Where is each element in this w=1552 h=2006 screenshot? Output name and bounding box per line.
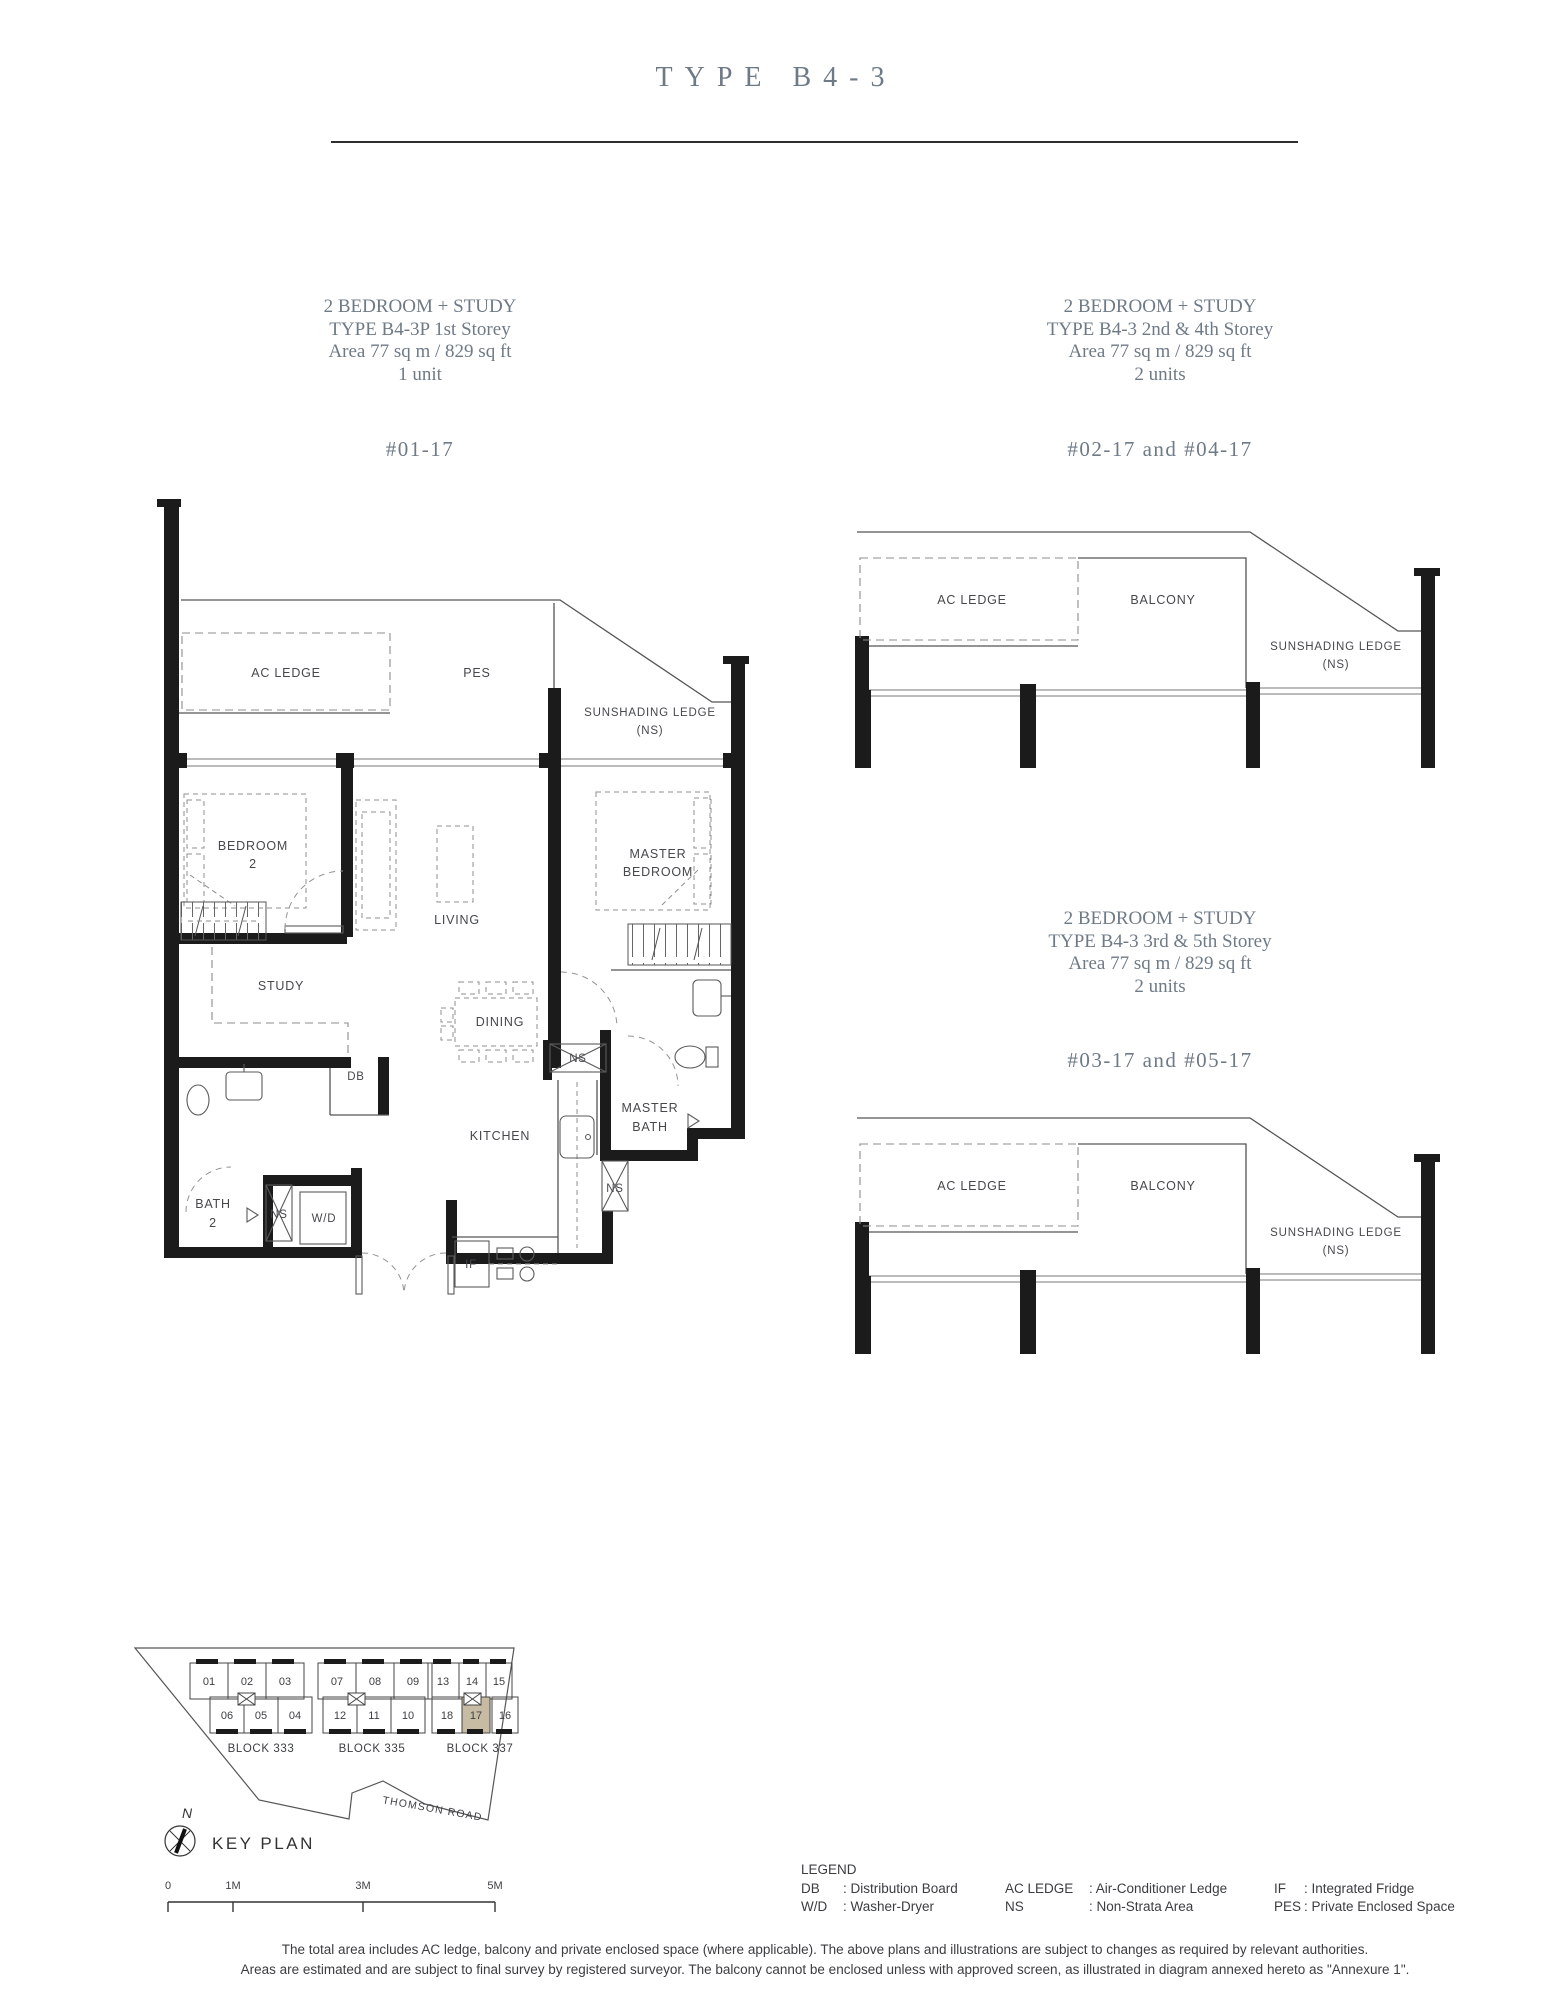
keyplan-unit: 12	[333, 1710, 347, 1722]
label-sunshading: SUNSHADING LEDGE	[584, 707, 716, 719]
label-bath2-2: 2	[209, 1216, 217, 1230]
label-ns-dining: NS	[569, 1053, 587, 1065]
label-sunshading-ns-2: (NS)	[1322, 659, 1350, 671]
label-sunshading-3: SUNSHADING LEDGE	[1270, 1227, 1402, 1239]
label-bedroom2-num: 2	[249, 857, 257, 871]
label-living: LIVING	[434, 913, 480, 927]
scale-tick-5m: 5M	[487, 1880, 503, 1892]
keyplan-label: KEY PLAN	[212, 1834, 315, 1853]
unit-type: 2 BEDROOM + STUDY	[323, 296, 517, 317]
label-master-bedroom: BEDROOM	[622, 865, 694, 879]
label-balcony-2: BALCONY	[1130, 593, 1196, 607]
keyplan-unit: 06	[220, 1710, 234, 1722]
unit-numbers-2: #02-17 and #04-17	[1067, 437, 1253, 461]
label-master-bath-2: BATH	[632, 1120, 668, 1134]
legend-desc: : Integrated Fridge	[1304, 1880, 1415, 1896]
label-dining: DINING	[475, 1015, 525, 1029]
scale-tick-1m: 1M	[225, 1880, 241, 1892]
keyplan-unit: 11	[368, 1710, 380, 1722]
legend-desc: : Non-Strata Area	[1089, 1899, 1194, 1914]
disclaimer-line-2: Areas are estimated and are subject to final survey by registered surveyor. The balcony cannot be enclosed unless with approved screen, as illustrated in diagram annexed hereto as "Annexure 1".	[240, 1961, 1410, 1977]
label-balcony-3: BALCONY	[1130, 1179, 1196, 1193]
keyplan-unit: 04	[288, 1710, 302, 1722]
label-sunshading-ns: (NS)	[636, 725, 664, 737]
legend-abbr: IF	[1274, 1880, 1286, 1896]
scale-tick-3m: 3M	[355, 1880, 371, 1892]
label-ns-kitchen: NS	[606, 1183, 624, 1195]
label-bedroom2: BEDROOM	[217, 839, 289, 853]
label-kitchen: KITCHEN	[469, 1129, 531, 1143]
label-if: IF	[465, 1259, 477, 1271]
walls	[157, 499, 749, 1264]
scale-tick-0: 0	[164, 1880, 172, 1892]
label-db: DB	[347, 1071, 365, 1083]
label-master-bath-1: MASTER	[621, 1101, 679, 1115]
legend-desc: : Private Enclosed Space	[1304, 1899, 1455, 1914]
legend-abbr: PES	[1274, 1899, 1302, 1914]
unit-count: 1 unit	[398, 363, 442, 385]
keyplan-unit: 16	[498, 1710, 512, 1722]
legend-column-2	[1005, 1880, 1265, 1917]
keyplan-unit: 13	[436, 1676, 450, 1688]
legend-abbr: DB	[801, 1880, 820, 1896]
unit-storey: TYPE B4-3P 1st Storey	[329, 318, 511, 340]
keyplan-unit: 08	[368, 1676, 382, 1688]
bedroom2-furniture	[181, 794, 306, 940]
keyplan-unit: 07	[330, 1676, 344, 1688]
label-ac-ledge: AC LEDGE	[251, 666, 321, 680]
disclaimer	[125, 1940, 1525, 1979]
keyplan-row2-accents	[216, 1729, 512, 1734]
legend-desc: : Air-Conditioner Ledge	[1089, 1880, 1228, 1896]
label-ac-ledge-3: AC LEDGE	[937, 1179, 1007, 1193]
label-wd: W/D	[311, 1213, 337, 1225]
living-furniture	[356, 800, 473, 930]
scale-bar	[168, 1902, 495, 1912]
unit-storey: TYPE B4-3 2nd & 4th Storey	[1046, 318, 1274, 340]
keyplan-unit: 15	[492, 1676, 506, 1688]
legend-abbr: NS	[1005, 1899, 1024, 1914]
keyplan-unit: 10	[401, 1710, 415, 1722]
label-ac-ledge-2: AC LEDGE	[937, 593, 1007, 607]
partial-plan-2nd-4th	[855, 532, 1440, 768]
label-sunshading-ns-3: (NS)	[1322, 1245, 1350, 1257]
unit-area: Area 77 sq m / 829 sq ft	[1068, 341, 1252, 362]
main-floorplan	[157, 499, 749, 1295]
legend-abbr: W/D	[801, 1899, 828, 1914]
label-bath2-1: BATH	[195, 1197, 231, 1211]
block-label-337: BLOCK 337	[446, 1743, 514, 1755]
label-pes: PES	[463, 666, 491, 680]
keyplan-unit: 02	[240, 1676, 254, 1688]
unit-numbers-1: #01-17	[385, 437, 455, 461]
keyplan	[135, 1648, 518, 1912]
road-label: THOMSON ROAD	[381, 1794, 484, 1824]
keyplan-unit: 03	[278, 1676, 292, 1688]
site-boundary	[135, 1648, 514, 1820]
keyplan-unit: 18	[440, 1710, 454, 1722]
keyplan-unit: 05	[254, 1710, 268, 1722]
legend-abbr: AC LEDGE	[1005, 1880, 1074, 1896]
unit-area: Area 77 sq m / 829 sq ft	[328, 341, 512, 362]
block-label-333: BLOCK 333	[227, 1743, 295, 1755]
keyplan-unit-highlighted: 17	[469, 1710, 483, 1722]
legend-desc: : Washer-Dryer	[843, 1899, 935, 1914]
unit-area: Area 77 sq m / 829 sq ft	[1068, 953, 1252, 974]
keyplan-unit: 01	[202, 1676, 216, 1688]
unit-count: 2 units	[1134, 975, 1186, 997]
keyplan-unit: 14	[465, 1676, 479, 1688]
block-label-335: BLOCK 335	[338, 1743, 406, 1755]
legend-desc: : Distribution Board	[843, 1880, 958, 1896]
unit-numbers-3: #03-17 and #05-17	[1067, 1048, 1253, 1072]
keyplan-unit: 09	[406, 1676, 420, 1688]
legend-column-3	[1274, 1880, 1524, 1917]
disclaimer-line-1: The total area includes AC ledge, balcony and private enclosed space (where applicable). The above plans and illustrations are subject to changes as required by relevant authorities.	[281, 1942, 1369, 1957]
north-compass-icon	[165, 1826, 195, 1856]
label-study: STUDY	[257, 979, 305, 993]
north-label: N	[181, 1805, 193, 1821]
unit-count: 2 units	[1134, 363, 1186, 385]
unit-type: 2 BEDROOM + STUDY	[1063, 908, 1257, 929]
unit-storey: TYPE B4-3 3rd & 5th Storey	[1048, 930, 1272, 952]
partial-plan-3rd-5th	[855, 1118, 1440, 1354]
label-master: MASTER	[629, 847, 687, 861]
page-title: TYPE B4-3	[655, 62, 897, 93]
label-sunshading-2: SUNSHADING LEDGE	[1270, 641, 1402, 653]
unit-type: 2 BEDROOM + STUDY	[1063, 296, 1257, 317]
legend-title: LEGEND	[801, 1862, 857, 1877]
label-ns-bath2: NS	[270, 1209, 288, 1221]
study-boundary	[212, 947, 348, 1057]
